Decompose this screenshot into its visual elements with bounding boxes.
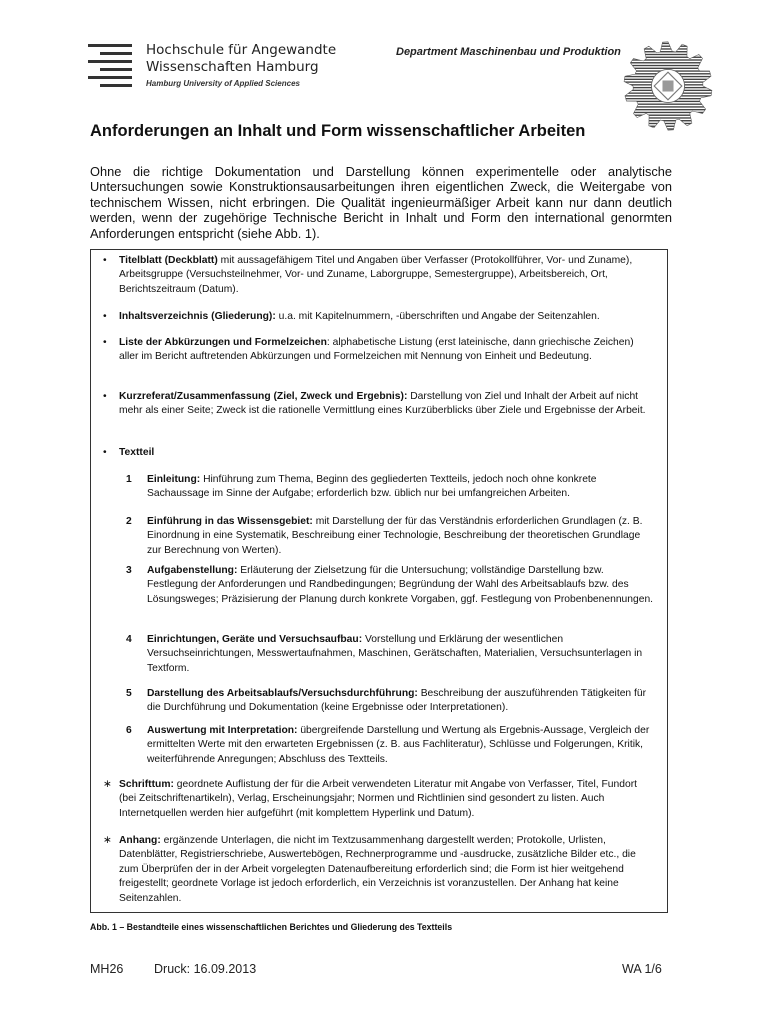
list-item-desc: u.a. mit Kapitelnummern, -überschriften und Angabe der Seitenzahlen. — [275, 311, 600, 322]
textteil-term: Einführung in das Wissensgebiet: — [147, 516, 313, 527]
list-item-desc: : alphabetische Listung (erst lateinische, dann griechische Zeichen) aller im Bericht auftretenden Abkürzungen und Formelzeichen mit Nennung von Einheit und Bedeutung. — [119, 337, 634, 363]
list-item — [103, 778, 655, 821]
list-item-desc: geordnete Auflistung der für die Arbeit verwendeten Literatur mit Angabe von Verfasser, Titel, Fundort (bei Zeitschriftenartikeln), Verlag, Erscheinungsjahr; Normen und Richtlinien sind gesondert zu listen. Auch Internetquellen werden hier aufgeführt (mit komplettem Hyperlink und Datum). — [119, 779, 637, 819]
list-item — [103, 310, 655, 324]
textteil-number: 1 — [126, 474, 132, 485]
textteil-term: Einleitung: — [147, 474, 201, 485]
textteil-term: Einrichtungen, Geräte und Versuchsaufbau: — [147, 634, 363, 645]
textteil-number: 3 — [126, 565, 132, 576]
textteil-item — [126, 687, 654, 716]
bullet-mark: • — [103, 311, 107, 322]
list-item-term: Kurzreferat/Zusammenfassung (Ziel, Zweck und Ergebnis): — [119, 391, 408, 402]
footer-code: MH26 — [90, 962, 124, 976]
textteil-number: 6 — [126, 725, 132, 736]
textteil-desc: Hinführung zum Thema, Beginn des gegliederten Textteils, jedoch noch ohne konkrete Sachaussage im Sinne der Aufgabe; erforderlich bzw. üblich nur bei umfangreichen Arbeiten. — [147, 474, 597, 500]
university-name-line1: Hochschule für Angewandte — [146, 42, 337, 58]
textteil-term: Auswertung mit Interpretation: — [147, 725, 298, 736]
textteil-term: Darstellung des Arbeitsablaufs/Versuchsdurchführung: — [147, 688, 418, 699]
list-item — [103, 336, 655, 365]
gear-logo-icon — [622, 40, 714, 132]
university-name-english: Hamburg University of Applied Sciences — [146, 79, 300, 88]
list-item-term: Liste der Abkürzungen und Formelzeichen — [119, 337, 327, 348]
asterisk-mark: ∗ — [103, 779, 112, 790]
page-title: Anforderungen an Inhalt und Form wissenschaftlicher Arbeiten — [90, 122, 586, 140]
list-item-desc: Darstellung von Ziel und Inhalt der Arbeit auf nicht mehr als einer Seite; Zweck ist die rationelle Vermittlung eines Kurzüberblicks über Ziele und Ergebnisse der Arbeit. — [119, 391, 646, 417]
bullet-mark: • — [103, 255, 107, 266]
footer-page-number: WA 1/6 — [622, 962, 662, 976]
textteil-item — [126, 564, 654, 607]
textteil-desc: Beschreibung der auszuführenden Tätigkeiten für die Durchführung und Dokumentation (keine Ergebnisse oder Interpretationen). — [147, 688, 647, 714]
textteil-item — [126, 473, 654, 502]
textteil-desc: Erläuterung der Zielsetzung für die Untersuchung; vollständige Darstellung bzw. Festlegung der Anforderungen und Randbedingungen; Begründung der Wahl des Arbeitsablaufs bzw. des Lösungsweges; Präzisierung der Planung durch konkrete Vorgaben, ggf. Festlegung von Probenbenennungen. — [147, 565, 654, 605]
list-item — [103, 834, 655, 906]
intro-paragraph: Ohne die richtige Dokumentation und Darstellung können experimentelle oder analytische Untersuchungen sowie Konstruktionsausarbeitungen ihren eigentlichen Zweck, die Weitergabe von technischem Wissen, nicht erbringen. Die Qualität ingenieurmäßiger Arbeit kann nur dann deutlich werden, wenn der zugehörige Technische Bericht in Inhalt und Form den international genormten Anforderungen entspricht (siehe Abb. 1). — [90, 164, 672, 241]
textteil-item — [126, 724, 654, 767]
list-item — [103, 390, 655, 419]
textteil-item — [126, 515, 654, 558]
list-item-term: Inhaltsverzeichnis (Gliederung): — [119, 311, 276, 322]
university-name-line2: Wissenschaften Hamburg — [146, 59, 319, 75]
bullet-mark: • — [103, 391, 107, 402]
asterisk-mark: ∗ — [103, 835, 112, 846]
figure-caption: Abb. 1 – Bestandteile eines wissenschaftlichen Berichtes und Gliederung des Textteils — [90, 922, 453, 932]
list-item-desc: ergänzende Unterlagen, die nicht im Textzusammenhang dargestellt werden; Protokolle, Urlisten, Datenblätter, Registrierschriebe, Auswertebögen, Rechnerprogramme und -ausdrucke, zusätzliche Bilder etc., die zum Überprüfen der in der Arbeit vorgelegten Datenaufbereitung erforderlich sind; die Form ist hier weitgehend freigestellt; geordnete Vorlage ist jedoch erforderlich, ein Verzeichnis ist voranzustellen. Der Anhang hat keine Seitenzahlen. — [119, 835, 636, 904]
list-item — [103, 446, 655, 460]
list-item-term: Textteil — [119, 447, 155, 458]
textteil-number: 2 — [126, 516, 132, 527]
textteil-term: Aufgabenstellung: — [147, 565, 238, 576]
textteil-number: 5 — [126, 688, 132, 699]
list-item-term: Schrifttum: — [119, 779, 174, 790]
list-item-term: Anhang: — [119, 835, 161, 846]
footer-print-date: Druck: 16.09.2013 — [154, 962, 257, 976]
bullet-mark: • — [103, 447, 107, 458]
textteil-desc: übergreifende Darstellung und Wertung als Ergebnis-Aussage, Vergleich der ermittelten Werte mit den erwarteten Ergebnissen (z. B. aus Fachliteratur), Schlüsse und Folgerungen, Kritik, weiterführende Anregungen; Abschluss des Textteils. — [147, 725, 650, 765]
university-logo-bars — [88, 44, 132, 92]
structure-figure-box — [90, 249, 668, 913]
list-item-desc: mit aussagefähigem Titel und Angaben über Verfasser (Protokollführer, Vor- und Zuname), Arbeitsgruppe (Versuchsteilnehmer, Vor- und Zuname, Laborgruppe, Semestergruppe), Arbeitsbereich, Ort, Berichtszeitraum (Datum). — [119, 255, 633, 295]
list-item — [103, 254, 655, 297]
textteil-number: 4 — [126, 634, 132, 645]
textteil-desc: Vorstellung und Erklärung der wesentlichen Versuchseinrichtungen, Messwertaufnahmen, Maschinen, Gerätschaften, Materialien, Versuchsunterlagen in Textform. — [147, 634, 643, 674]
list-item-term: Titelblatt (Deckblatt) — [119, 255, 218, 266]
university-name — [146, 42, 336, 88]
department-name: Department Maschinenbau und Produktion — [396, 46, 621, 58]
bullet-mark: • — [103, 337, 107, 348]
textteil-item — [126, 633, 654, 676]
textteil-desc: mit Darstellung der für das Verständnis erforderlichen Grundlagen (z. B. Einordnung in eine Systematik, Beschreibung einer Technologie, Beschreibung der theoretischen Grundlage zur Berechnung von Werten). — [147, 516, 643, 556]
